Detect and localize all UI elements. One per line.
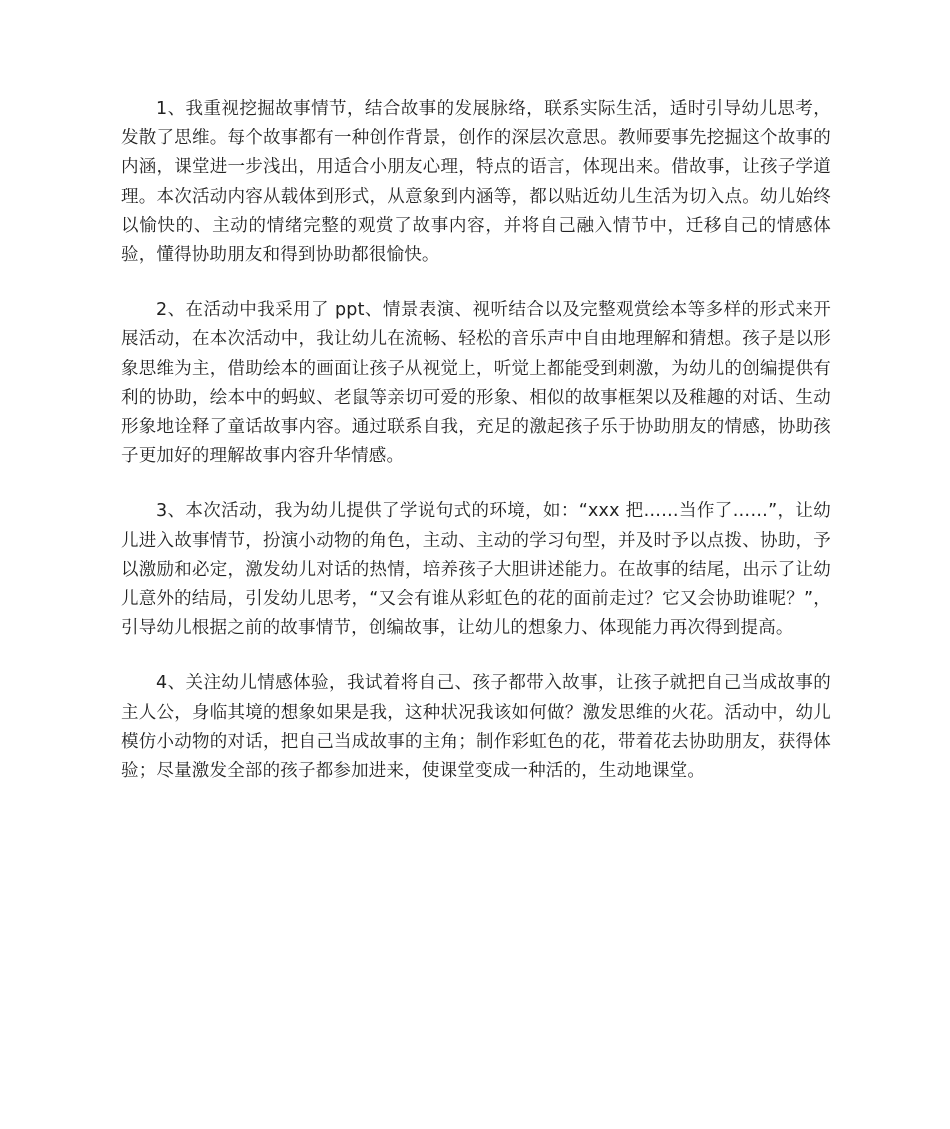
paragraph-3: 3、本次活动，我为幼儿提供了学说句式的环境，如：“xxx 把……当作了……”，让幼儿进入故事情节，扮演小动物的角色，主动、主动的学习句型，并及时予以点拨、协助，予以激励和必定，激发幼儿对话的热情，培养孩子大胆讲述能力。在故事的结尾，出示了让幼儿意外的结局，引发幼儿思考，“又会有谁从彩虹色的花的面前走过？它又会协助谁呢？”，引导幼儿根据之前的故事情节，创编故事，让幼儿的想象力、体现能力再次得到提高。: [121, 501, 831, 639]
paragraph-4: 4、关注幼儿情感体验，我试着将自己、孩子都带入故事，让孩子就把自己当成故事的主人公，身临其境的想象如果是我，这种状况我该如何做？激发思维的火花。活动中，幼儿模仿小动物的对话，把自己当成故事的主角；制作彩虹色的花，带着花去协助朋友，获得体验；尽量激发全部的孩子都参加进来，使课堂变成一种活的，生动地课堂。: [121, 673, 831, 782]
document-body: [121, 95, 831, 786]
paragraph-2: 2、在活动中我采用了 ppt、情景表演、视听结合以及完整观赏绘本等多样的形式来开展活动，在本次活动中，我让幼儿在流畅、轻松的音乐声中自由地理解和猜想。孩子是以形象思维为主，借助绘本的画面让孩子从视觉上，听觉上都能受到刺激，为幼儿的创编提供有利的协助，绘本中的蚂蚁、老鼠等亲切可爱的形象、相似的故事框架以及稚趣的对话、生动形象地诠释了童话故事内容。通过联系自我，充足的激起孩子乐于协助朋友的情感，协助孩子更加好的理解故事内容升华情感。: [121, 300, 831, 467]
paragraph-1: 1、我重视挖掘故事情节，结合故事的发展脉络，联系实际生活，适时引导幼儿思考，发散了思维。每个故事都有一种创作背景，创作的深层次意思。教师要事先挖掘这个故事的内涵，课堂进一步浅出，用适合小朋友心理，特点的语言，体现出来。借故事，让孩子学道理。本次活动内容从载体到形式，从意象到内涵等，都以贴近幼儿生活为切入点。幼儿始终以愉快的、主动的情绪完整的观赏了故事内容，并将自己融入情节中，迁移自己的情感体验，懂得协助朋友和得到协助都很愉快。: [121, 99, 831, 266]
